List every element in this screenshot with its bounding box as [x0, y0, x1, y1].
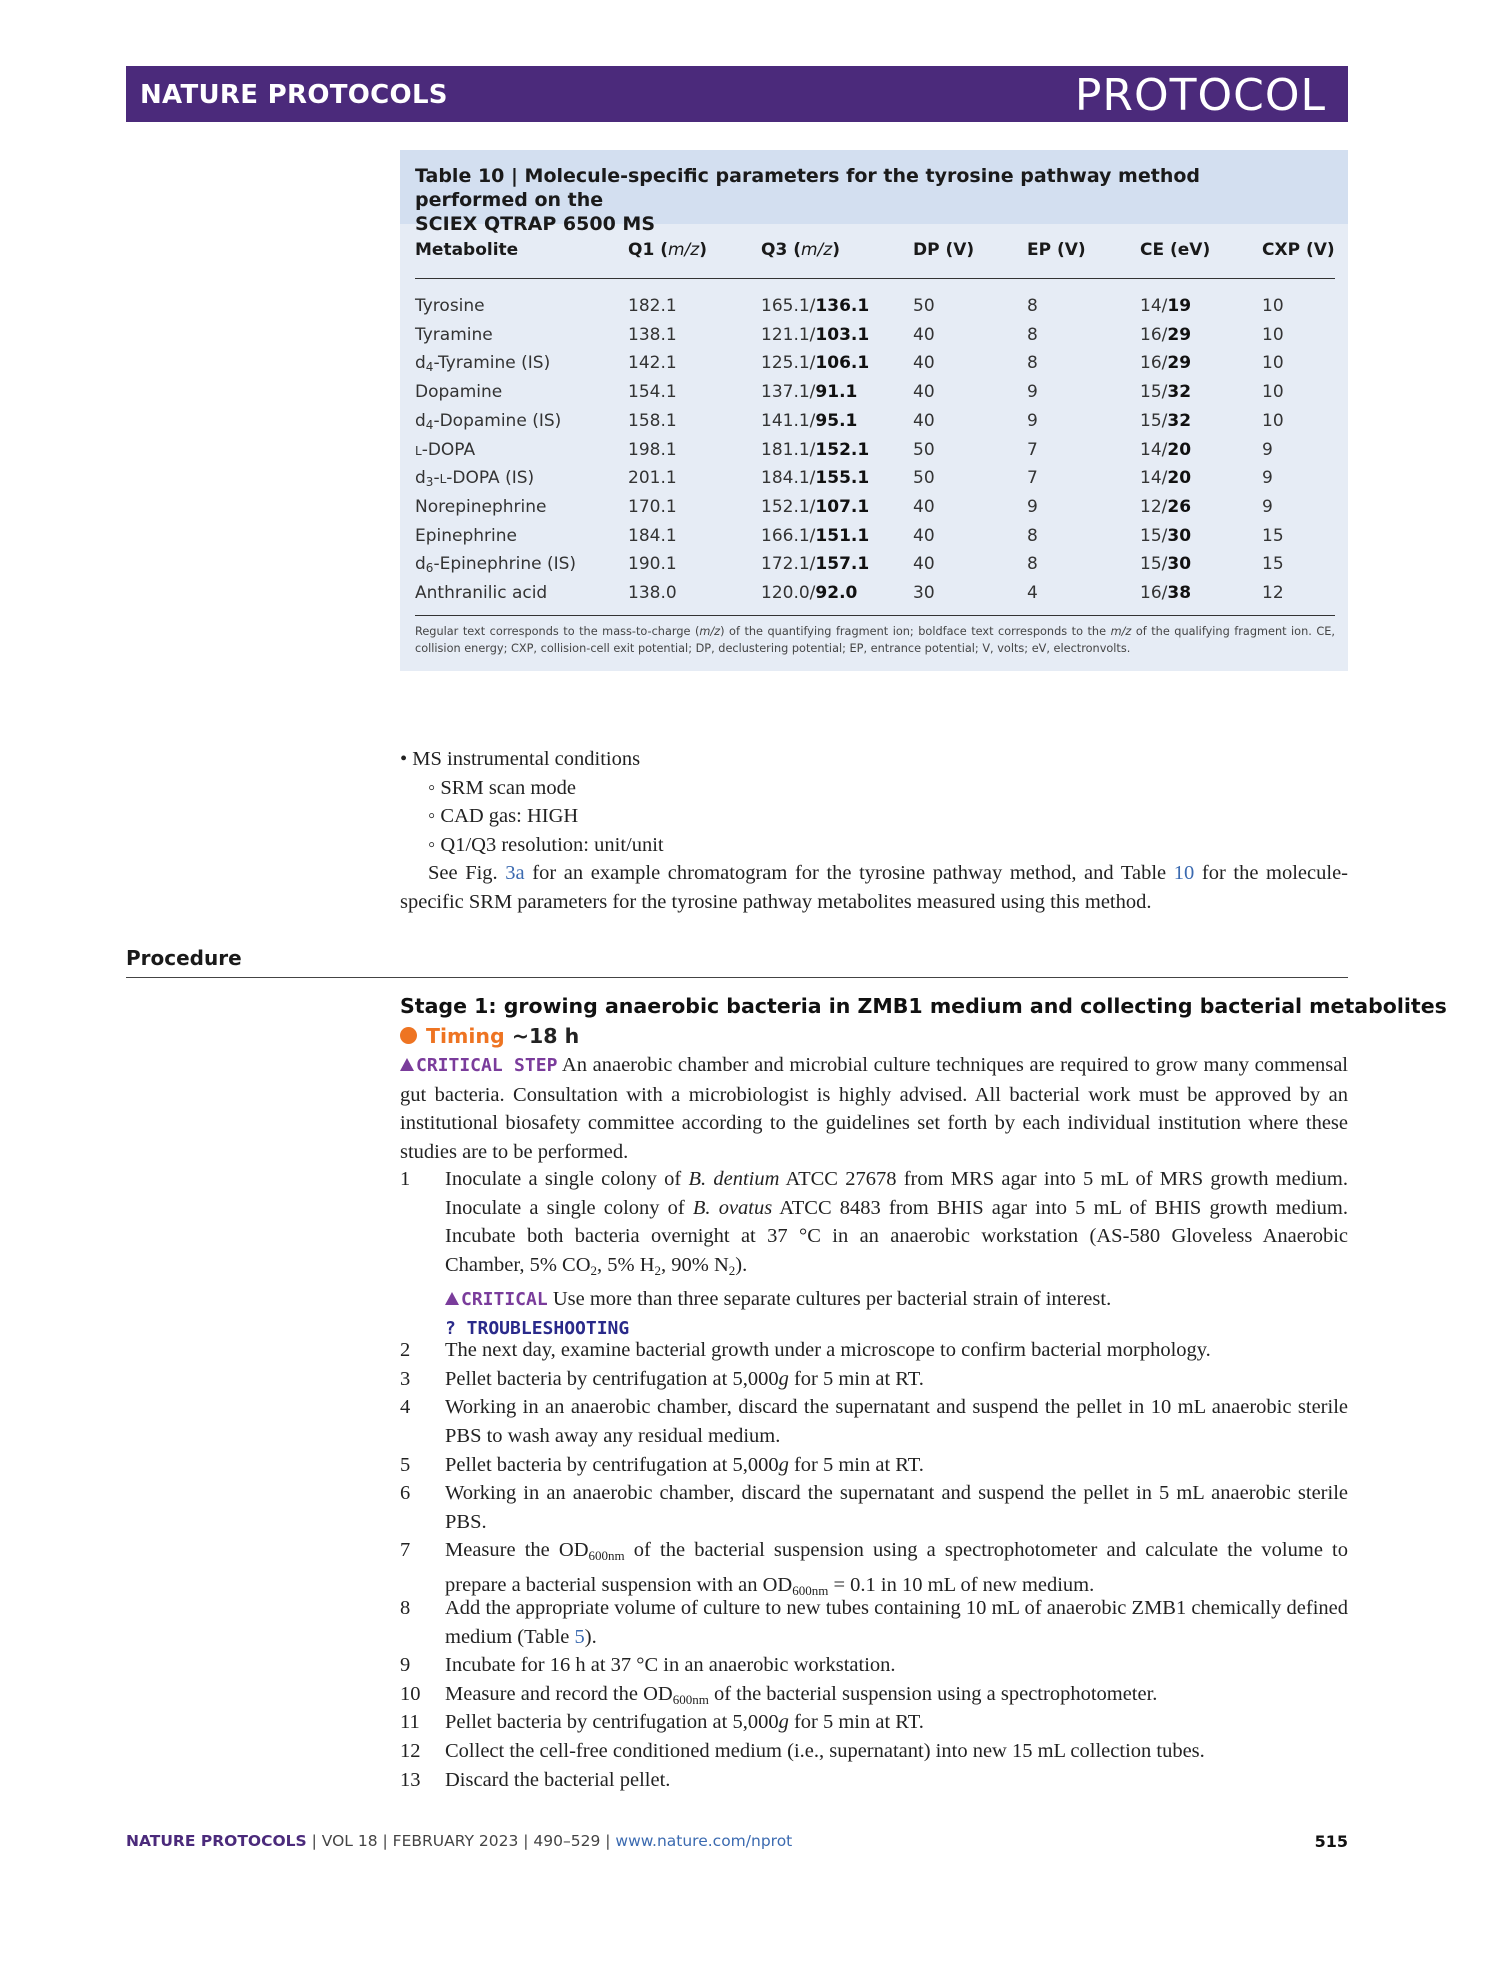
section-heading: Procedure [126, 946, 242, 970]
cell-dp: 40 [913, 353, 935, 374]
cell-ep: 9 [1027, 410, 1038, 431]
cell-ep: 4 [1027, 583, 1038, 603]
troubleshooting-link[interactable]: ? TROUBLESHOOTING [445, 1317, 630, 1339]
cell-q3: 165.1/136.1 [761, 296, 870, 316]
table-title: Table 10 | Molecule-specific parameters for the tyrosine pathway method performed on the SCIEX QTRAP 6500 MS [415, 165, 1201, 235]
ms-heading: • MS instrumental conditions [400, 748, 641, 770]
cell-q1: 190.1 [628, 554, 677, 575]
cell-cxp: 10 [1262, 382, 1284, 403]
cell-q1: 170.1 [628, 496, 677, 517]
cell-q1: 158.1 [628, 410, 677, 431]
table-footnote: Regular text corresponds to the mass-to-charge (m/z) of the quantifying fragment ion; boldface text corresponds to the m/z of the qualifying fragment ion. CE, collision energy; CXP, collision-cell exit potential; DP, declustering potential; EP, entrance potential; V, volts; eV, electronvolts. [415, 625, 1335, 655]
journal-name: NATURE PROTOCOLS [140, 80, 448, 110]
cell-dp: 40 [913, 382, 935, 403]
cell-q3: 172.1/157.1 [761, 554, 870, 575]
cell-dp: 30 [913, 583, 935, 603]
cell-cxp: 10 [1262, 324, 1284, 345]
cell-q1: 154.1 [628, 382, 677, 403]
cell-ep: 9 [1027, 382, 1038, 403]
cell-metabolite: Norepinephrine [415, 496, 547, 517]
stage-title: Stage 1: growing anaerobic bacteria in ZMB1 medium and collecting bacterial metabolites [400, 994, 1447, 1018]
page-footer: NATURE PROTOCOLS | VOL 18 | FEBRUARY 2023 | 490–529 | www.nature.com/nprot [126, 1832, 793, 1850]
cell-ep: 7 [1027, 439, 1038, 460]
figure-link[interactable]: 3a [505, 862, 525, 885]
col-metabolite: Metabolite [415, 240, 519, 260]
ms-item: ◦ Q1/Q3 resolution: unit/unit [428, 833, 664, 856]
table-row [400, 554, 1348, 583]
cell-metabolite: Anthranilic acid [415, 583, 548, 603]
cell-metabolite: $d_4$-Dopamine (IS) [415, 410, 562, 432]
cell-dp: 50 [913, 439, 935, 460]
table-link[interactable]: 10 [1173, 862, 1195, 885]
cell-cxp: 9 [1262, 468, 1273, 489]
cell-dp: 50 [913, 468, 935, 489]
cell-q1: 201.1 [628, 468, 677, 489]
cell-ce: 16/29 [1140, 353, 1192, 374]
cell-ce: 16/29 [1140, 324, 1192, 345]
cell-cxp: 10 [1262, 410, 1284, 431]
col-ce: CE (eV) [1140, 240, 1211, 260]
cell-metabolite: $d_6$-Epinephrine (IS) [415, 554, 577, 576]
journal-banner [126, 66, 1348, 122]
ms-item: ◦ SRM scan mode [428, 776, 576, 799]
cell-cxp: 10 [1262, 353, 1284, 374]
cell-dp: 40 [913, 324, 935, 345]
table-row [400, 325, 1348, 354]
table-row [400, 411, 1348, 440]
cell-cxp: 10 [1262, 296, 1284, 316]
cell-q3: 141.1/95.1 [761, 410, 858, 431]
cell-q3: 184.1/155.1 [761, 468, 870, 489]
cell-ep: 8 [1027, 353, 1038, 374]
cell-q1: 198.1 [628, 439, 677, 460]
cell-ce: 14/20 [1140, 439, 1192, 460]
table-row [400, 382, 1348, 411]
cell-cxp: 15 [1262, 554, 1284, 575]
cell-ce: 16/38 [1140, 583, 1192, 603]
section-rule [126, 977, 1348, 978]
cell-metabolite: l-DOPA [415, 439, 476, 460]
table-10 [400, 150, 1348, 671]
cell-ce: 15/30 [1140, 554, 1192, 575]
page-number: 515 [1314, 1832, 1348, 1851]
cell-q3: 137.1/91.1 [761, 382, 858, 403]
table-row [400, 468, 1348, 497]
cell-ep: 9 [1027, 496, 1038, 517]
ms-item: ◦ CAD gas: HIGH [428, 805, 579, 828]
cell-q3: 166.1/151.1 [761, 525, 870, 546]
timing-icon [400, 1027, 417, 1044]
cell-q1: 184.1 [628, 525, 677, 546]
table-row [400, 497, 1348, 526]
cell-ep: 8 [1027, 554, 1038, 575]
cell-ce: 15/30 [1140, 525, 1192, 546]
cell-dp: 40 [913, 496, 935, 517]
cell-dp: 50 [913, 296, 935, 316]
cell-metabolite: Tyramine [415, 324, 493, 345]
cell-q3: 152.1/107.1 [761, 496, 870, 517]
cell-metabolite: Tyrosine [415, 296, 485, 316]
cell-metabolite: Dopamine [415, 382, 503, 403]
cell-q3: 121.1/103.1 [761, 324, 870, 345]
cell-cxp: 12 [1262, 583, 1284, 603]
cell-q1: 142.1 [628, 353, 677, 374]
critical-note: CRITICAL Use more than three separate cultures per bacterial strain of interest. [445, 1285, 1348, 1315]
col-ep: EP (V) [1027, 240, 1086, 260]
cell-dp: 40 [913, 410, 935, 431]
table-row [400, 440, 1348, 469]
cell-metabolite: $d_3-l$-DOPA (IS) [415, 468, 535, 490]
cell-ep: 8 [1027, 525, 1038, 546]
cell-q1: 182.1 [628, 296, 677, 316]
cell-ep: 7 [1027, 468, 1038, 489]
col-q3: Q3 (m/z) [761, 240, 840, 260]
cell-dp: 40 [913, 554, 935, 575]
cell-q1: 138.1 [628, 324, 677, 345]
table-rule-bottom [415, 615, 1335, 616]
table-row [400, 526, 1348, 555]
table-link[interactable]: 5 [574, 1625, 585, 1648]
cell-ce: 15/32 [1140, 410, 1192, 431]
cell-cxp: 9 [1262, 439, 1273, 460]
timing: Timing ~18 h [400, 1024, 579, 1048]
cell-q3: 125.1/106.1 [761, 353, 870, 374]
table-row [400, 296, 1348, 325]
critical-step: CRITICAL STEP An anaerobic chamber and microbial culture techniques are required to grow many commensal gut bacteria. Consultation with a microbiologist is highly advised. All bacterial work must be approved by an institutional biosafety committee according to the guidelines set forth by each individual institution where these studies are to be performed. [400, 1054, 1348, 1163]
article-type: PROTOCOL [1074, 70, 1326, 121]
cell-dp: 40 [913, 525, 935, 546]
ms-conditions [400, 745, 1348, 917]
cell-ce: 14/20 [1140, 468, 1192, 489]
col-cxp: CXP (V) [1262, 240, 1335, 260]
col-q1: Q1 (m/z) [628, 240, 707, 260]
warning-triangle-icon [445, 1292, 459, 1305]
cell-ce: 14/19 [1140, 296, 1192, 316]
table-rule-top [415, 278, 1335, 279]
warning-triangle-icon [400, 1058, 414, 1071]
cell-q3: 120.0/92.0 [761, 583, 858, 603]
table-row [400, 353, 1348, 382]
cell-ce: 15/32 [1140, 382, 1192, 403]
cell-q1: 138.0 [628, 583, 677, 603]
journal-url[interactable]: www.nature.com/nprot [615, 1832, 793, 1850]
table-header [400, 150, 1348, 235]
cell-cxp: 9 [1262, 496, 1273, 517]
cell-q3: 181.1/152.1 [761, 439, 870, 460]
cell-metabolite: $d_4$-Tyramine (IS) [415, 353, 551, 375]
cell-ce: 12/26 [1140, 496, 1192, 517]
table-row [400, 583, 1348, 612]
ms-see-paragraph: See Fig. 3a for an example chromatogram for the tyrosine pathway method, and Table 10 for the molecule-specific SRM parameters for the tyrosine pathway metabolites measured using this method. [400, 862, 1348, 913]
cell-cxp: 15 [1262, 525, 1284, 546]
cell-metabolite: Epinephrine [415, 525, 517, 546]
cell-ep: 8 [1027, 324, 1038, 345]
cell-ep: 8 [1027, 296, 1038, 316]
col-dp: DP (V) [913, 240, 975, 260]
